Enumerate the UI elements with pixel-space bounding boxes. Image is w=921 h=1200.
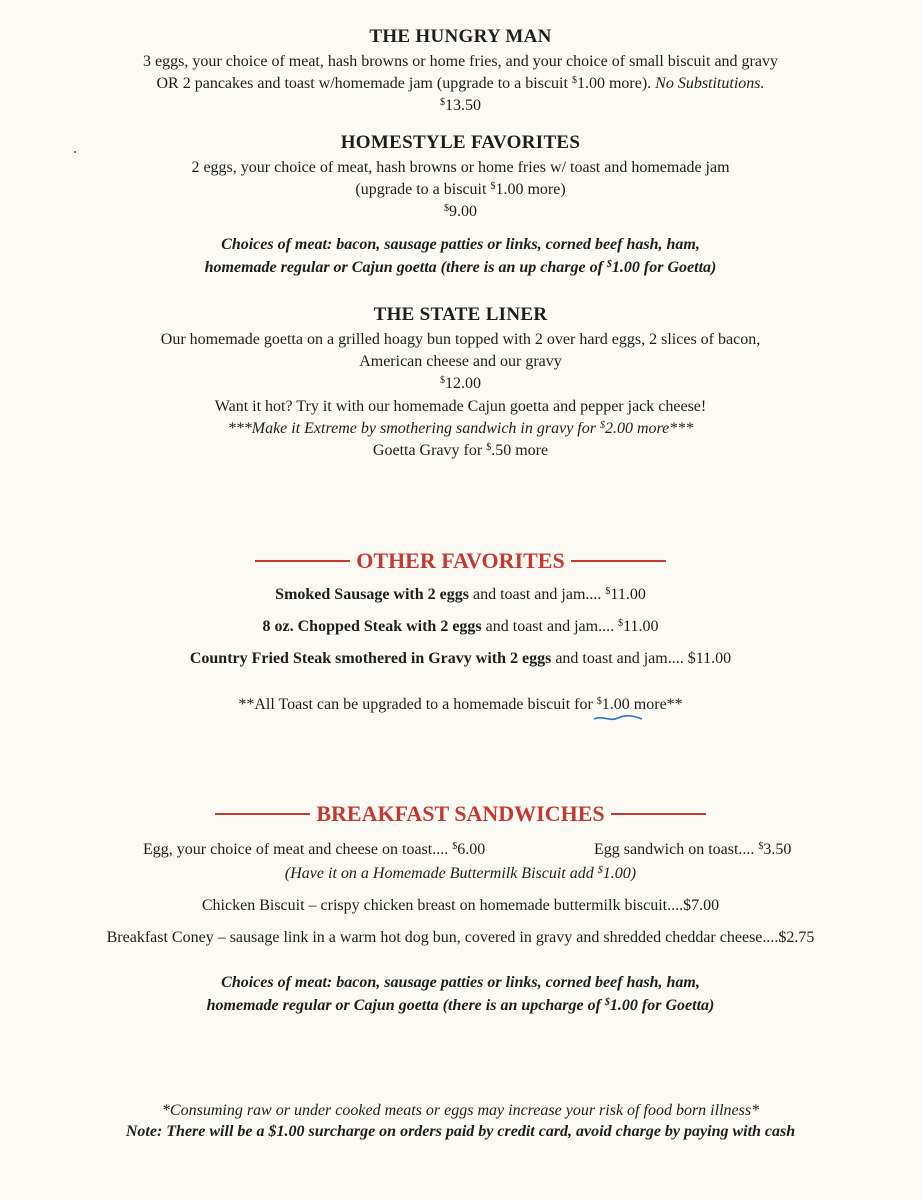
currency-sup: $: [486, 442, 492, 453]
pen-mark-icon: [592, 712, 644, 724]
currency-sup: $: [490, 181, 496, 192]
state-liner-price-value: 12.00: [445, 375, 481, 392]
goetta-gravy: [0, 440, 921, 462]
currency-sup: $: [606, 259, 612, 270]
item-price: 11.00: [610, 586, 646, 603]
meat-choices-2-text: homemade regular or Cajun goetta (there is an upcharge of: [206, 997, 605, 1014]
homestyle-title: HOMESTYLE FAVORITES: [340, 132, 581, 153]
chicken-biscuit: Chicken Biscuit – crispy chicken breast on homemade buttermilk biscuit....$7.00: [201, 897, 720, 914]
homestyle-price-value: 9.00: [449, 203, 477, 220]
hungry-man-price-value: 13.50: [445, 97, 481, 114]
homestyle-upgrade-price: 1.00 more): [495, 181, 566, 198]
other-favorite-item: [0, 648, 921, 670]
state-liner-line1: Our homemade goetta on a grilled hoagy bun topped with 2 over hard eggs, 2 slices of bacon,: [160, 331, 761, 348]
item-name: Smoked Sausage with 2 eggs: [275, 586, 469, 603]
item-price: 11.00: [623, 618, 659, 635]
food-safety-warning: *Consuming raw or under cooked meats or eggs may increase your risk of food born illness*: [161, 1102, 760, 1119]
other-favorites-heading: [0, 548, 921, 574]
meat-choices-1-line1: Choices of meat: bacon, sausage patties or links, corned beef hash, ham,: [221, 236, 700, 253]
egg-meat-sandwich: [143, 839, 485, 861]
currency-sup: $: [599, 420, 605, 431]
egg-meat-price: 6.00: [457, 841, 486, 858]
item-desc-and-price: and toast and jam.... $11.00: [551, 650, 732, 667]
meat-choices-2-upcharge: 1.00 for Goetta): [609, 997, 715, 1014]
biscuit-add-note: [0, 863, 921, 885]
egg-sandwich-text: Egg sandwich on toast....: [594, 841, 759, 858]
heading-rule-right: [611, 813, 706, 815]
other-favorite-item: [0, 616, 921, 638]
homestyle-line2-text: (upgrade to a biscuit: [355, 181, 491, 198]
hungry-man-price: [0, 95, 921, 117]
goetta-gravy-price: .50 more: [491, 442, 549, 459]
item-name: Country Fried Steak smothered in Gravy with 2 eggs: [189, 650, 552, 667]
biscuit-note-price: 1.00): [602, 865, 637, 882]
heading-rule-right: [571, 560, 666, 562]
state-liner-title: THE STATE LINER: [373, 304, 548, 325]
currency-sup: $: [440, 97, 445, 108]
state-liner-extreme-price: 2.00 more***: [604, 420, 694, 437]
currency-sup: $: [571, 75, 577, 86]
meat-choices-1-line2: [0, 259, 921, 277]
meat-choices-1-upcharge: 1.00 for Goetta): [611, 259, 717, 276]
currency-sup: $: [618, 618, 624, 629]
no-substitutions-note: No Substitutions.: [655, 75, 765, 92]
egg-sandwich: [594, 839, 791, 861]
egg-meat-text: Egg, your choice of meat and cheese on toast....: [143, 841, 453, 858]
hungry-man-line1: 3 eggs, your choice of meat, hash browns or home fries, and your choice of small biscuit and gravy: [143, 53, 778, 70]
hungry-man-line2-text: OR 2 pancakes and toast w/homemade jam (upgrade to a biscuit: [156, 75, 572, 92]
item-name: 8 oz. Chopped Steak with 2 eggs: [262, 618, 482, 635]
breakfast-sandwiches-title: BREAKFAST SANDWICHES: [316, 801, 605, 826]
state-liner-hot: Want it hot? Try it with our homemade Cajun goetta and pepper jack cheese!: [214, 398, 707, 415]
egg-sandwich-price: 3.50: [763, 841, 792, 858]
breakfast-sandwiches-heading: [0, 801, 921, 827]
meat-choices-2-line2: [0, 997, 921, 1015]
currency-sup: $: [596, 696, 602, 707]
heading-rule-left: [215, 813, 310, 815]
state-liner-extreme-text: ***Make it Extreme by smothering sandwich in gravy for: [227, 420, 600, 437]
credit-card-surcharge-note: Note: There will be a $1.00 surcharge on orders paid by credit card, avoid charge by paying with cash: [125, 1123, 796, 1140]
state-liner-price: [0, 373, 921, 395]
homestyle-line1: 2 eggs, your choice of meat, hash browns or home fries w/ toast and homemade jam: [191, 159, 730, 176]
hungry-man-upgrade-price: 1.00 more).: [576, 75, 656, 92]
homestyle-line2: [0, 179, 921, 201]
scan-speck: [74, 151, 76, 153]
item-desc: and toast and jam....: [481, 618, 619, 635]
other-favorite-item: [0, 584, 921, 606]
currency-sup: $: [758, 841, 764, 852]
currency-sup: $: [440, 375, 445, 386]
breakfast-coney: Breakfast Coney – sausage link in a warm hot dog bun, covered in gravy and shredded cheddar cheese....$2.75: [106, 929, 815, 946]
other-favorites-title: OTHER FAVORITES: [356, 548, 565, 573]
goetta-gravy-text: Goetta Gravy for: [372, 442, 487, 459]
currency-sup: $: [604, 997, 610, 1008]
heading-rule-left: [255, 560, 350, 562]
state-liner-line2: American cheese and our gravy: [359, 353, 562, 370]
currency-sup: $: [452, 841, 458, 852]
toast-upgrade-note: [0, 694, 921, 716]
currency-sup: $: [444, 203, 449, 214]
homestyle-price: [0, 201, 921, 223]
state-liner-extreme: [0, 418, 921, 440]
meat-choices-2-line1: Choices of meat: bacon, sausage patties or links, corned beef hash, ham,: [221, 974, 700, 991]
meat-choices-1-text: homemade regular or Cajun goetta (there is an up charge of: [204, 259, 607, 276]
currency-sup: $: [605, 586, 611, 597]
biscuit-note-text: (Have it on a Homemade Buttermilk Biscuit add: [284, 865, 598, 882]
currency-sup: $: [597, 865, 603, 876]
toast-note-price: 1.00 more**: [601, 696, 683, 713]
hungry-man-line2: [0, 73, 921, 95]
toast-note-text: **All Toast can be upgraded to a homemade biscuit for: [238, 696, 597, 713]
hungry-man-title: THE HUNGRY MAN: [369, 26, 552, 47]
item-desc: and toast and jam....: [468, 586, 606, 603]
